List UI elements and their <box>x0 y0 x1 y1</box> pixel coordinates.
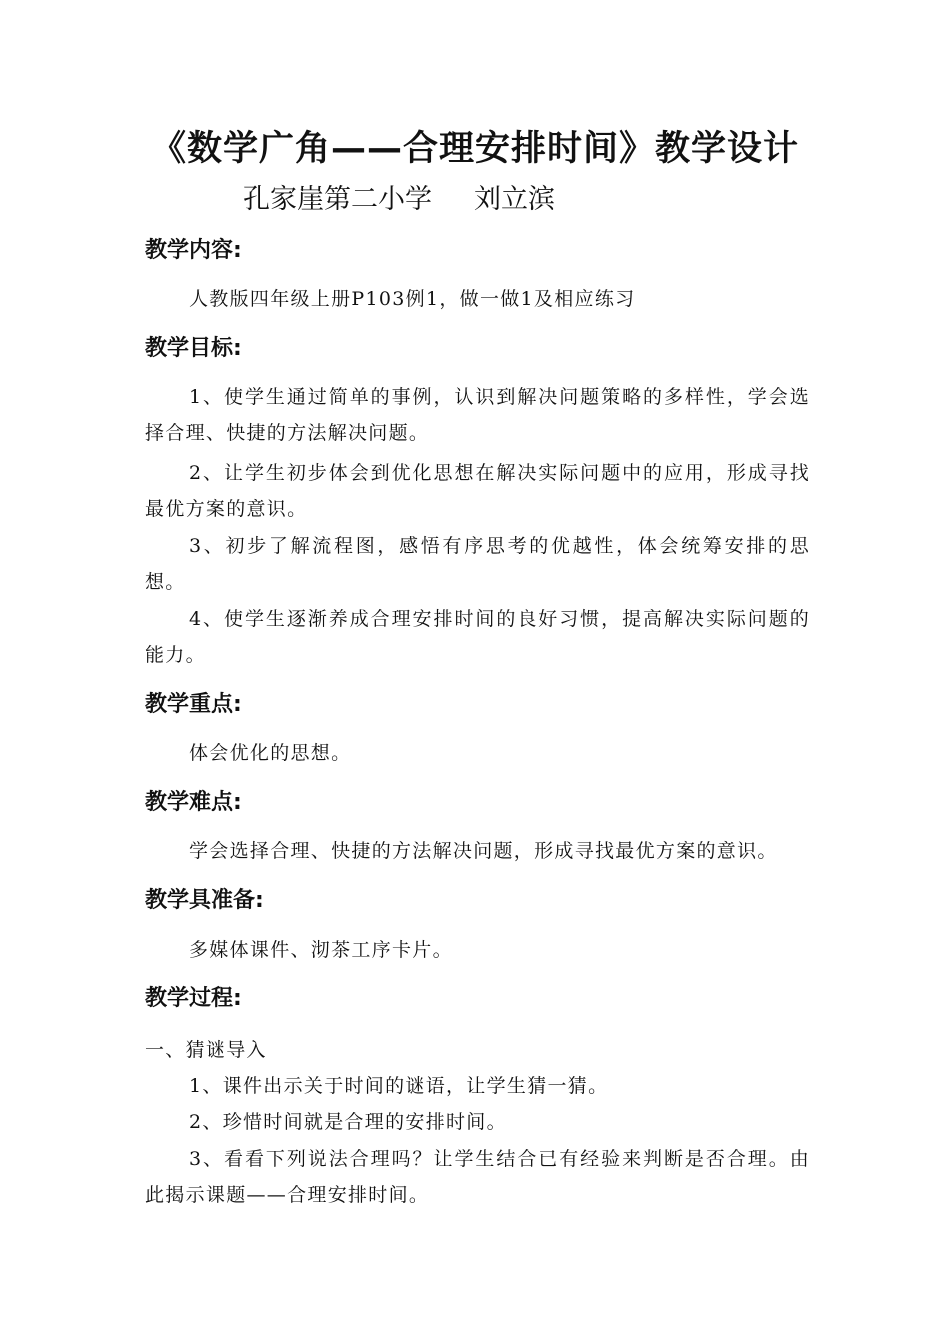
document-title: 《数学广角——合理安排时间》教学设计 <box>150 129 799 169</box>
goal-item-3: 3、初步了解流程图，感悟有序思考的优越性，体会统筹安排的思想。 <box>145 535 810 593</box>
goal-item-2: 2、让学生初步体会到优化思想在解决实际问题中的应用，形成寻找最优方案的意识。 <box>145 462 810 520</box>
goal-item-1: 1、使学生通过简单的事例，认识到解决问题策略的多样性，学会选择合理、快捷的方法解决问题。 <box>145 386 810 444</box>
materials-text: 多媒体课件、沏茶工序卡片。 <box>189 939 453 961</box>
heading-key-point: 教学重点: <box>145 692 242 717</box>
heading-teaching-goals: 教学目标: <box>145 336 242 361</box>
document-byline <box>243 182 555 218</box>
key-point-text: 体会优化的思想。 <box>189 742 352 764</box>
goal-item-4: 4、使学生逐渐养成合理安排时间的良好习惯，提高解决实际问题的能力。 <box>145 608 810 666</box>
author-name: 刘立滨 <box>474 184 555 215</box>
heading-materials: 教学具准备: <box>145 888 264 913</box>
process-step-title: 一、猜谜导入 <box>145 1039 267 1061</box>
heading-difficulty: 教学难点: <box>145 790 242 815</box>
difficulty-text: 学会选择合理、快捷的方法解决问题，形成寻找最优方案的意识。 <box>189 840 778 862</box>
teaching-content-text: 人教版四年级上册P103例1，做一做1及相应练习 <box>189 288 636 310</box>
process-item-3: 3、看看下列说法合理吗？让学生结合已有经验来判断是否合理。由此揭示课题——合理安排时间。 <box>145 1148 810 1206</box>
heading-teaching-content: 教学内容: <box>145 238 242 263</box>
process-item-1: 1、课件出示关于时间的谜语，让学生猜一猜。 <box>189 1075 609 1097</box>
school-name: 孔家崖第二小学 <box>243 184 432 215</box>
heading-teaching-process: 教学过程: <box>145 986 242 1011</box>
process-item-2: 2、珍惜时间就是合理的安排时间。 <box>189 1111 507 1133</box>
